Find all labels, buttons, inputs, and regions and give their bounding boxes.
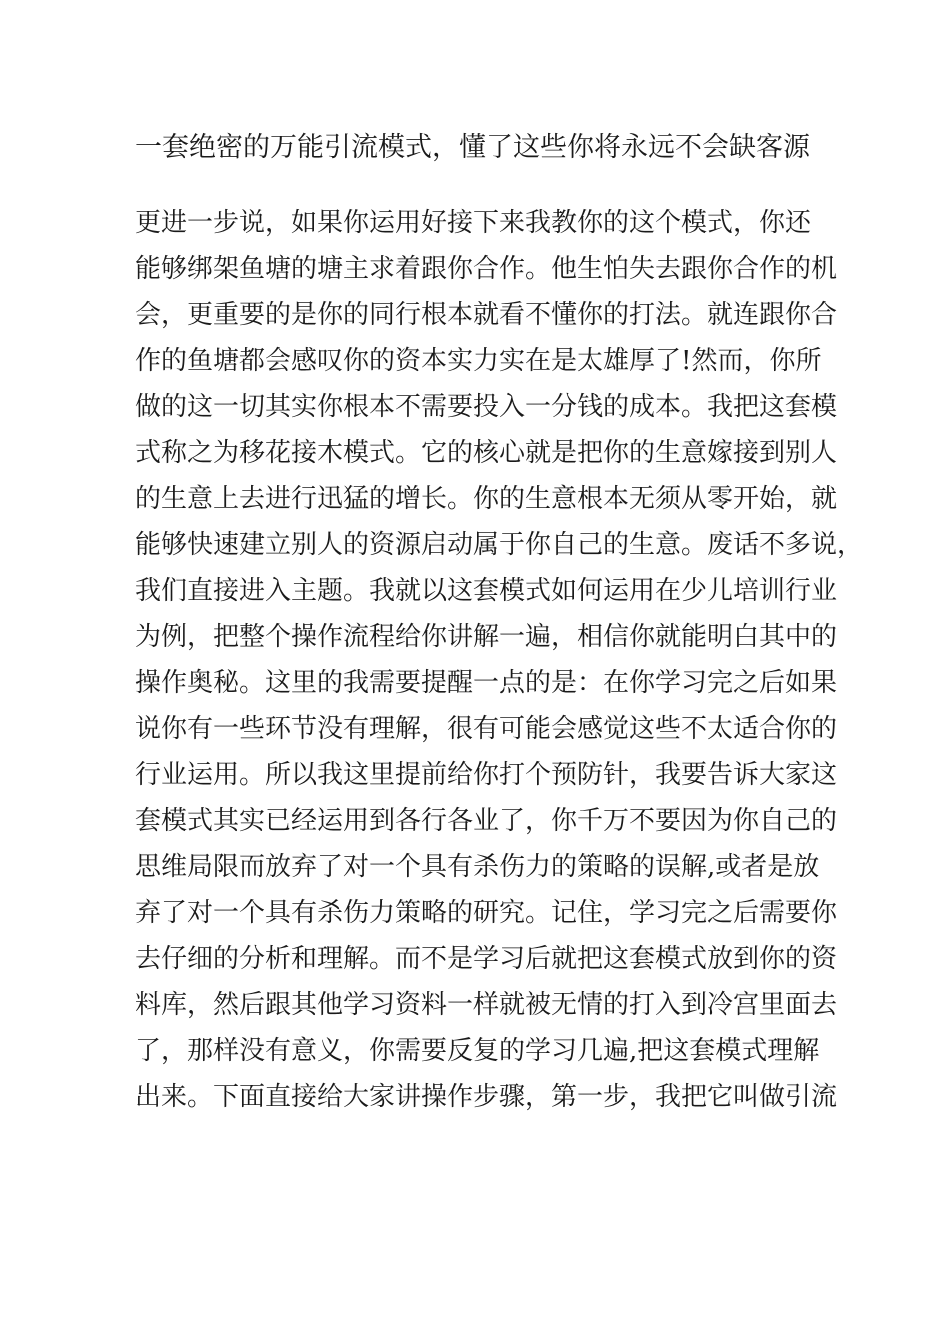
- body-line: 料库，然后跟其他学习资料一样就被无情的打入到冷宫里面去: [135, 990, 838, 1020]
- body-line: 能够快速建立别人的资源启动属于你自己的生意。废话不多说，: [135, 530, 864, 560]
- body-line: 操作奥秘。这里的我需要提醒一点的是：在你学习完之后如果: [135, 668, 838, 698]
- body-line: 套模式其实已经运用到各行各业了，你千万不要因为你自己的: [135, 806, 838, 836]
- body-line: 能够绑架鱼塘的塘主求着跟你合作。他生怕失去跟你合作的机: [135, 254, 838, 284]
- body-line: 做的这一切其实你根本不需要投入一分钱的成本。我把这套模: [135, 392, 838, 422]
- body-line: 式称之为移花接木模式。它的核心就是把你的生意嫁接到别人: [135, 438, 838, 468]
- body-line: 了，那样没有意义，你需要反复的学习几遍,把这套模式理解: [135, 1036, 820, 1066]
- body-line: 会，更重要的是你的同行根本就看不懂你的打法。就连跟你合: [135, 300, 838, 330]
- body-line: 出来。下面直接给大家讲操作步骤，第一步，我把它叫做引流: [135, 1082, 838, 1112]
- body-line: 弃了对一个具有杀伤力策略的研究。记住，学习完之后需要你: [135, 898, 838, 928]
- body-line: 更进一步说，如果你运用好接下来我教你的这个模式，你还: [135, 208, 812, 238]
- body-line: 为例，把整个操作流程给你讲解一遍，相信你就能明白其中的: [135, 622, 838, 652]
- body-line: 思维局限而放弃了对一个具有杀伤力的策略的误解,或者是放: [135, 852, 820, 882]
- document-title: 一套绝密的万能引流模式，懂了这些你将永远不会缺客源: [135, 132, 810, 163]
- body-line: 去仔细的分析和理解。而不是学习后就把这套模式放到你的资: [135, 944, 838, 974]
- document-body: [135, 200, 864, 1120]
- body-line: 我们直接进入主题。我就以这套模式如何运用在少儿培训行业: [135, 576, 838, 606]
- body-line: 行业运用。所以我这里提前给你打个预防针，我要告诉大家这: [135, 760, 838, 790]
- body-line: 的生意上去进行迅猛的增长。你的生意根本无须从零开始，就: [135, 484, 838, 514]
- body-line: 作的鱼塘都会感叹你的资本实力实在是太雄厚了!然而，你所: [135, 346, 822, 376]
- body-line: 说你有一些环节没有理解，很有可能会感觉这些不太适合你的: [135, 714, 838, 744]
